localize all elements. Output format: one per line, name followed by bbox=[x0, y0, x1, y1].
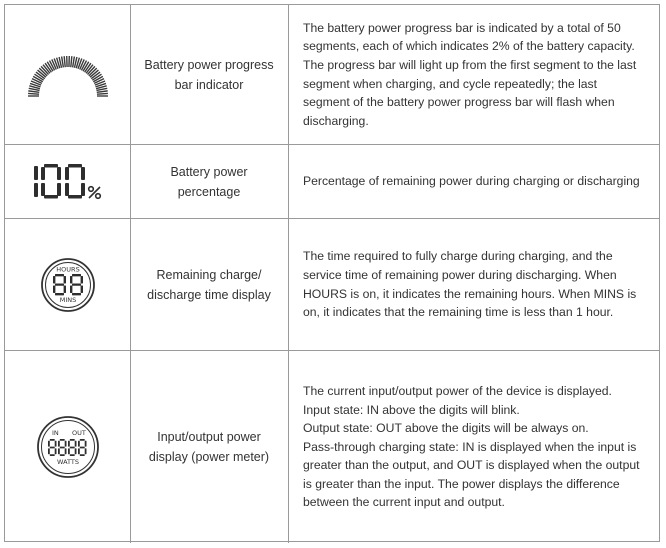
digit-segment bbox=[64, 441, 66, 447]
digit-segment bbox=[49, 439, 54, 441]
feature-description bbox=[289, 351, 659, 543]
digit-segment bbox=[74, 441, 76, 447]
digit-segment bbox=[64, 448, 66, 454]
feature-name: Input/output power display (power meter) bbox=[130, 351, 289, 543]
feature-description bbox=[289, 5, 659, 144]
arc-segment bbox=[64, 56, 65, 67]
digit-segment bbox=[54, 448, 56, 454]
feature-name: Battery power percentage bbox=[130, 145, 289, 218]
arc-segment bbox=[28, 93, 39, 94]
digit-segment bbox=[48, 441, 50, 447]
description-text: The battery power progress bar is indicated by a total of 50 segments, each of which indicates 2% of the battery capacity. The progress bar will light up from the first segment to the last segment when charging, and cycle repeatedly; the last segment of the battery power progress bar will flash when discharging. bbox=[303, 20, 637, 128]
table-row bbox=[5, 145, 659, 219]
digit-segment bbox=[79, 439, 84, 441]
digit-segment bbox=[59, 439, 64, 441]
arc-segment bbox=[96, 93, 107, 94]
description-text: Percentage of remaining power during charging or discharging bbox=[303, 174, 640, 189]
icon-cell bbox=[5, 351, 131, 543]
description-line: Input state: IN above the digits will blink. bbox=[303, 402, 520, 417]
icon-cell bbox=[5, 145, 131, 218]
table-row bbox=[5, 219, 659, 351]
digit-segment bbox=[68, 441, 70, 447]
hours-mins-timer-icon bbox=[40, 257, 96, 313]
digit-segment bbox=[59, 447, 64, 449]
description-line: Pass-through charging state: IN is displayed when the input is greater than the output, and OUT is displayed when the output is greater than the input. The power displays the difference between the current input and output. bbox=[303, 439, 640, 510]
battery-percentage-digits-icon bbox=[32, 163, 104, 201]
arc-segment bbox=[96, 90, 107, 91]
out-label: OUT bbox=[71, 429, 86, 437]
digit-segment bbox=[48, 448, 50, 454]
digit-segment bbox=[69, 439, 74, 441]
description-line: Output state: OUT above the digits will be always on. bbox=[303, 421, 589, 436]
digit-segment bbox=[68, 448, 70, 454]
description-text: The time required to fully charge during charging, and the service time of remaining power during discharging. When HOURS is on, it indicates the remaining hours. When MINS is on, it indicates that the remaining time is less than 1 hour. bbox=[303, 249, 637, 320]
icon-cell bbox=[5, 219, 131, 350]
arc-segment bbox=[72, 56, 74, 67]
digit-segment bbox=[58, 448, 60, 454]
digit-segment bbox=[79, 454, 84, 456]
table-row bbox=[5, 351, 659, 543]
description-line: The current input/output power of the device is displayed. bbox=[303, 383, 612, 398]
feature-description bbox=[289, 219, 659, 350]
digit-segment bbox=[49, 447, 54, 449]
digit-segment bbox=[69, 447, 74, 449]
digit-segment bbox=[49, 454, 54, 456]
icon-cell bbox=[5, 5, 131, 144]
description-text bbox=[303, 382, 645, 512]
digit-segment bbox=[58, 441, 60, 447]
digit-segment bbox=[78, 441, 80, 447]
battery-arc-gauge-icon bbox=[28, 50, 108, 100]
digit-segment bbox=[84, 448, 86, 454]
digit-segment bbox=[54, 441, 56, 447]
arc-segment bbox=[28, 90, 39, 91]
digit-segment bbox=[74, 448, 76, 454]
digit-segment bbox=[79, 447, 84, 449]
digit-segment bbox=[69, 454, 74, 456]
digit-segment bbox=[59, 454, 64, 456]
table-row bbox=[5, 5, 659, 145]
power-meter-watts-icon bbox=[36, 415, 100, 479]
in-label: IN bbox=[51, 429, 59, 437]
feature-table bbox=[4, 4, 660, 542]
digit-segment bbox=[84, 441, 86, 447]
digit-segment bbox=[78, 448, 80, 454]
mins-label: MINS bbox=[59, 295, 76, 304]
hours-label: HOURS bbox=[55, 265, 80, 273]
feature-name: Battery power progress bar indicator bbox=[130, 5, 289, 144]
arc-segment bbox=[70, 56, 71, 67]
feature-name: Remaining charge/ discharge time display bbox=[130, 219, 289, 350]
feature-description bbox=[289, 145, 659, 218]
arc-segment bbox=[61, 56, 63, 67]
watts-label: WATTS bbox=[56, 458, 79, 466]
